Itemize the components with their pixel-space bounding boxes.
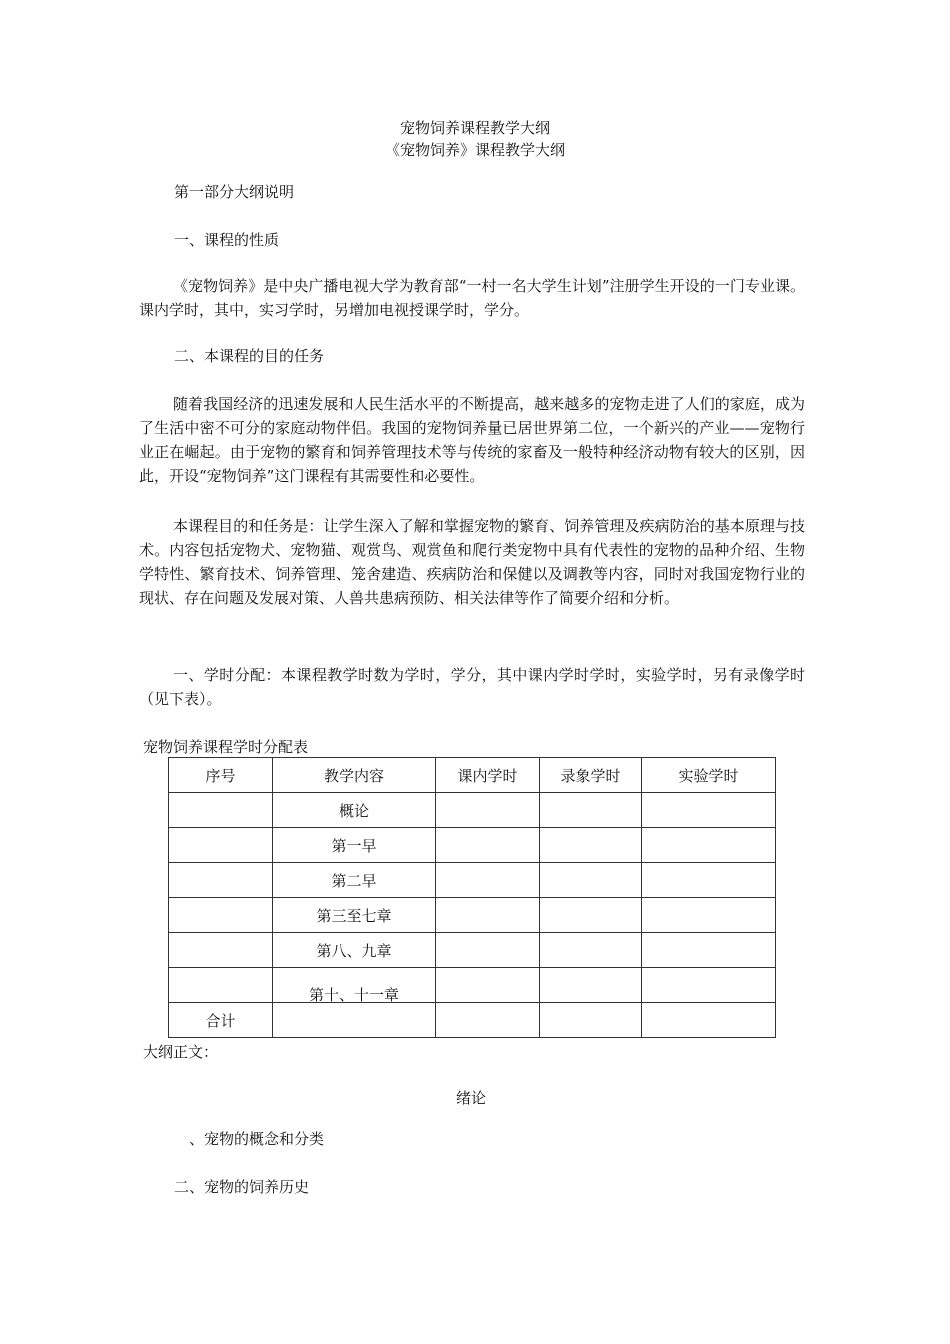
table-cell: 第一早 [273, 828, 436, 863]
table-cell [169, 968, 273, 1003]
table-cell [642, 1003, 776, 1038]
table-total-row [169, 1003, 776, 1038]
table-cell [436, 1003, 540, 1038]
table-cell [436, 968, 540, 1003]
table-cell [642, 828, 776, 863]
table-cell [540, 968, 642, 1003]
table-cell [436, 828, 540, 863]
table-row [169, 968, 776, 1003]
table-cell [273, 1003, 436, 1038]
table-cell [642, 898, 776, 933]
table-cell [436, 898, 540, 933]
table-cell [436, 793, 540, 828]
table-cell [273, 968, 436, 1003]
table-row [169, 793, 776, 828]
header-cell-content: 教学内容 [273, 758, 436, 793]
table-cell [169, 828, 273, 863]
hours-paragraph: 一、学时分配：本课程教学时数为学时，学分，其中课内学时学时，实验学时，另有录像学时（见下表）。 [139, 666, 805, 708]
table-cell [642, 863, 776, 898]
part1-heading: 第一部分大纲说明 [174, 183, 295, 201]
table-cell [540, 1003, 642, 1038]
table-cell: 第三至七章 [273, 898, 436, 933]
header-cell-index: 序号 [169, 758, 273, 793]
table-cell: 概论 [273, 793, 436, 828]
section1-heading: 一、课程的性质 [174, 231, 280, 249]
table-cell [169, 933, 273, 968]
section2-heading: 二、本课程的目的任务 [174, 347, 325, 365]
section1-paragraph: 《宠物饲养》是中央广播电视大学为教育部“一村一名大学生计划”注册学生开设的一门专业课。课内学时，其中，实习学时，另增加电视授课学时，学分。 [139, 277, 805, 319]
table-cell: 第二早 [273, 863, 436, 898]
table-cell [436, 933, 540, 968]
document-title: 宠物饲养课程教学大纲 [399, 119, 550, 137]
table-row [169, 863, 776, 898]
header-cell-video-hours: 录象学时 [540, 758, 642, 793]
table-cell: 第八、九章 [273, 933, 436, 968]
table-row [169, 898, 776, 933]
section2-paragraph-1: 随着我国经济的迅速发展和人民生活水平的不断提高，越来越多的宠物走进了人们的家庭，成为了生活中密不可分的家庭动物伴侣。我国的宠物饲养量已居世界第二位，一个新兴的产业——宠物行业正在崛起。由于宠物的繁育和饲养管理技术等与传统的家畜及一般特种经济动物有较大的区别，因此，开设“宠物饲养”这门课程有其需要性和必要性。 [139, 395, 805, 485]
table-cell-text: 第十、十一章 [308, 985, 399, 1004]
table-cell-total-label: 合计 [169, 1003, 273, 1038]
table-cell [169, 793, 273, 828]
header-cell-class-hours: 课内学时 [436, 758, 540, 793]
table-cell [540, 793, 642, 828]
intro-heading: 绪论 [456, 1089, 487, 1107]
table-cell [642, 793, 776, 828]
table-cell [169, 898, 273, 933]
header-cell-lab-hours: 实验学时 [642, 758, 776, 793]
table-cell [540, 898, 642, 933]
table-cell [642, 968, 776, 1003]
section2-paragraph-2: 本课程目的和任务是：让学生深入了解和掌握宠物的繁育、饲养管理及疾病防治的基本原理与技术。内容包括宠物犬、宠物猫、观赏鸟、观赏鱼和爬行类宠物中具有代表性的宠物的品种介绍、生物学特性、繁育技术、饲养管理、笼舍建造、疾病防治和保健以及调教等内容，同时对我国宠物行业的现状、存在问题及发展对策、人兽共患病预防、相关法律等作了简要介绍和分析。 [139, 517, 805, 607]
table-header-row [169, 758, 776, 793]
intro-item-1: 、宠物的概念和分类 [189, 1130, 325, 1148]
table-row [169, 933, 776, 968]
hours-allocation-table [168, 757, 776, 1038]
table-caption: 宠物饲养课程学时分配表 [143, 738, 309, 756]
table-cell [436, 863, 540, 898]
table-cell [540, 933, 642, 968]
table-row [169, 828, 776, 863]
table-cell [540, 828, 642, 863]
body-label: 大纲正文： [143, 1043, 219, 1061]
table-cell [642, 933, 776, 968]
table-cell [540, 863, 642, 898]
document-subtitle: 《宠物饲养》课程教学大纲 [384, 141, 565, 159]
intro-item-2: 二、宠物的饲养历史 [174, 1178, 310, 1196]
table-cell [169, 863, 273, 898]
